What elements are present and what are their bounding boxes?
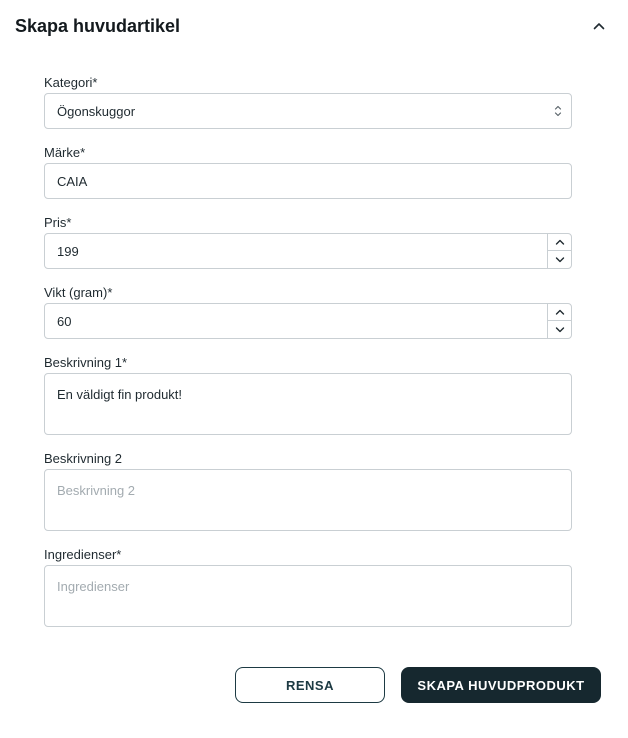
marke-label: Märke* (44, 145, 86, 160)
page-title: Skapa huvudartikel (15, 15, 181, 36)
increment-button[interactable] (548, 304, 571, 321)
pris-stepper (547, 234, 571, 268)
chevron-up-icon (555, 309, 565, 315)
vikt-stepper (547, 304, 571, 338)
beskrivning2-placeholder: Beskrivning 2 (57, 483, 136, 498)
ingredienser-label: Ingredienser* (44, 547, 122, 562)
panel-header (15, 12, 608, 40)
beskrivning2-label: Beskrivning 2 (44, 451, 123, 466)
create-main-product-button[interactable]: SKAPA HUVUDPRODUKT (401, 667, 601, 703)
beskrivning1-textarea[interactable] (44, 373, 572, 435)
chevron-up-icon[interactable] (590, 17, 608, 35)
pris-input[interactable] (44, 233, 572, 269)
marke-input[interactable] (44, 163, 572, 199)
pris-value: 199 (57, 244, 79, 259)
beskrivning1-label: Beskrivning 1* (44, 355, 128, 370)
chevron-down-icon (555, 327, 565, 333)
decrement-button[interactable] (548, 321, 571, 338)
vikt-value: 60 (57, 314, 72, 329)
chevron-down-icon (555, 257, 565, 263)
increment-button[interactable] (548, 234, 571, 251)
reset-button[interactable]: RENSA (235, 667, 385, 703)
beskrivning1-value: En väldigt fin produkt! (57, 387, 183, 402)
kategori-select[interactable] (44, 93, 572, 129)
ingredienser-textarea[interactable] (44, 565, 572, 627)
kategori-label: Kategori* (44, 75, 98, 90)
vikt-label: Vikt (gram)* (44, 285, 113, 300)
chevron-up-icon (555, 239, 565, 245)
ingredienser-placeholder: Ingredienser (57, 579, 130, 594)
vikt-input[interactable] (44, 303, 572, 339)
select-arrows-icon (553, 103, 563, 119)
marke-value: CAIA (57, 174, 88, 189)
beskrivning2-textarea[interactable] (44, 469, 572, 531)
pris-label: Pris* (44, 215, 72, 230)
decrement-button[interactable] (548, 251, 571, 268)
kategori-value: Ögonskuggor (57, 104, 136, 119)
